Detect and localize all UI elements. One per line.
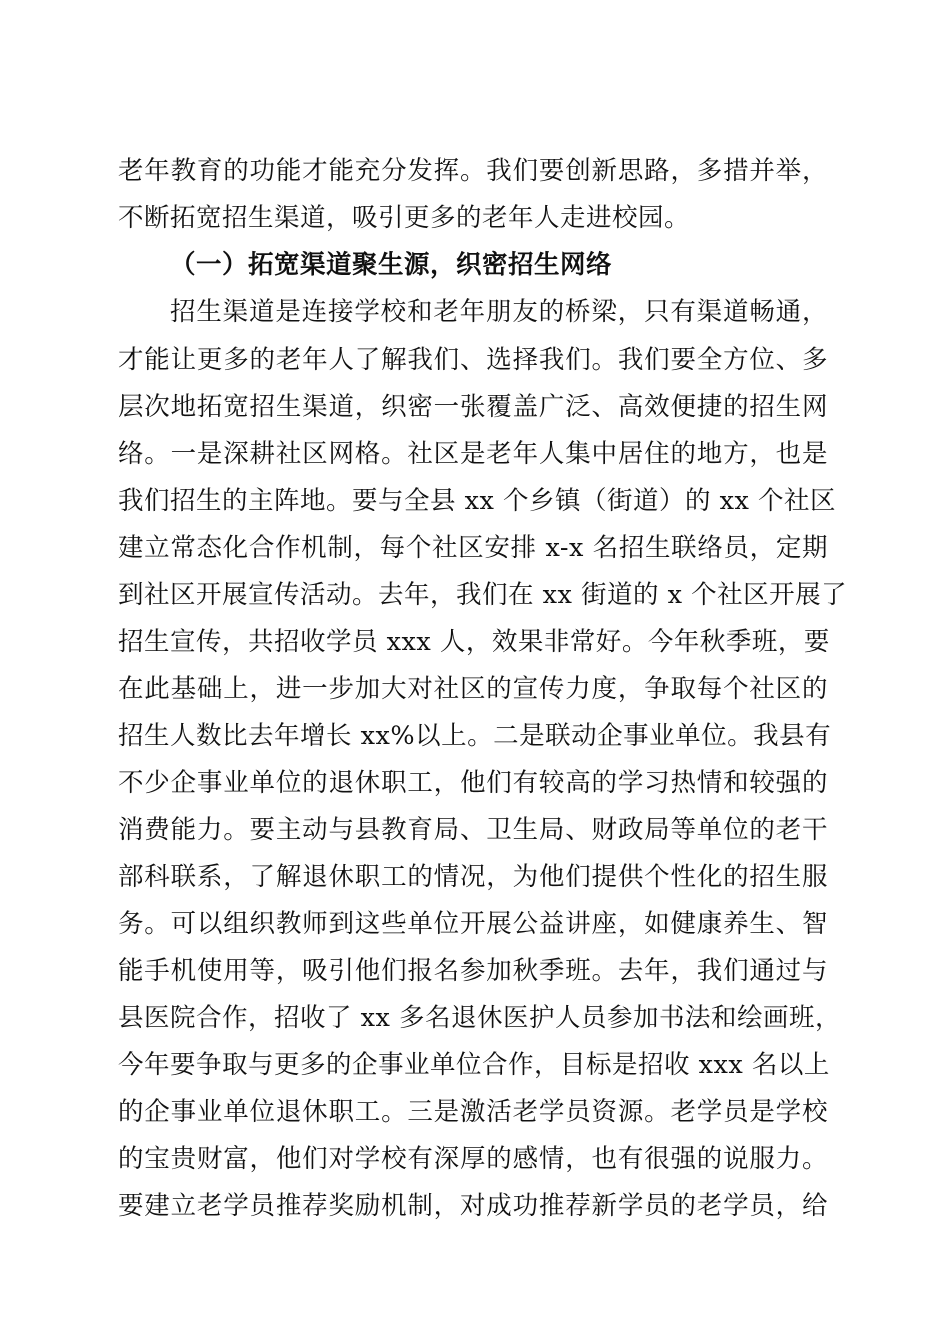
body-text-line: 到社区开展宣传活动。去年，我们在 xx 街道的 x 个社区开展了: [118, 580, 848, 610]
body-text-line: 层次地拓宽招生渠道，织密一张覆盖广泛、高效便捷的招生网: [118, 392, 828, 422]
body-text-line: 招生渠道是连接学校和老年朋友的桥梁，只有渠道畅通，: [170, 297, 828, 327]
section-heading: （一）拓宽渠道聚生源，织密招生网络: [170, 250, 613, 280]
body-text-line: 我们招生的主阵地。要与全县 xx 个乡镇（街道）的 xx 个社区: [118, 486, 836, 516]
body-text-line: 招生人数比去年增长 xx%以上。二是联动企事业单位。我县有: [118, 721, 832, 751]
body-text-line: 消费能力。要主动与县教育局、卫生局、财政局等单位的老干: [118, 815, 828, 845]
body-text-line: 能手机使用等，吸引他们报名参加秋季班。去年，我们通过与: [118, 956, 828, 986]
body-text-line: 务。可以组织教师到这些单位开展公益讲座，如健康养生、智: [118, 909, 828, 939]
body-text-line: 招生宣传，共招收学员 xxx 人，效果非常好。今年秋季班，要: [118, 627, 830, 657]
body-text-line: 才能让更多的老年人了解我们、选择我们。我们要全方位、多: [118, 345, 828, 375]
body-text-line: 部科联系，了解退休职工的情况，为他们提供个性化的招生服: [118, 862, 828, 892]
body-text-line: 老年教育的功能才能充分发挥。我们要创新思路，多措并举，: [118, 156, 828, 186]
body-text-line: 的企事业单位退休职工。三是激活老学员资源。老学员是学校: [118, 1097, 828, 1127]
body-text-line: 络。一是深耕社区网格。社区是老年人集中居住的地方，也是: [118, 439, 828, 469]
body-text-line: 建立常态化合作机制，每个社区安排 x-x 名招生联络员，定期: [118, 533, 828, 563]
body-text-line: 要建立老学员推荐奖励机制，对成功推荐新学员的老学员，给: [118, 1191, 828, 1221]
body-text-line: 不少企事业单位的退休职工，他们有较高的学习热情和较强的: [118, 768, 828, 798]
body-text-line: 的宝贵财富，他们对学校有深厚的感情，也有很强的说服力。: [118, 1144, 828, 1174]
body-text-line: 在此基础上，进一步加大对社区的宣传力度，争取每个社区的: [118, 674, 828, 704]
body-text-line: 今年要争取与更多的企事业单位合作，目标是招收 xxx 名以上: [118, 1050, 830, 1080]
body-text-line: 县医院合作，招收了 xx 多名退休医护人员参加书法和绘画班，: [118, 1003, 841, 1033]
body-text-line: 不断拓宽招生渠道，吸引更多的老年人走进校园。: [118, 203, 691, 233]
